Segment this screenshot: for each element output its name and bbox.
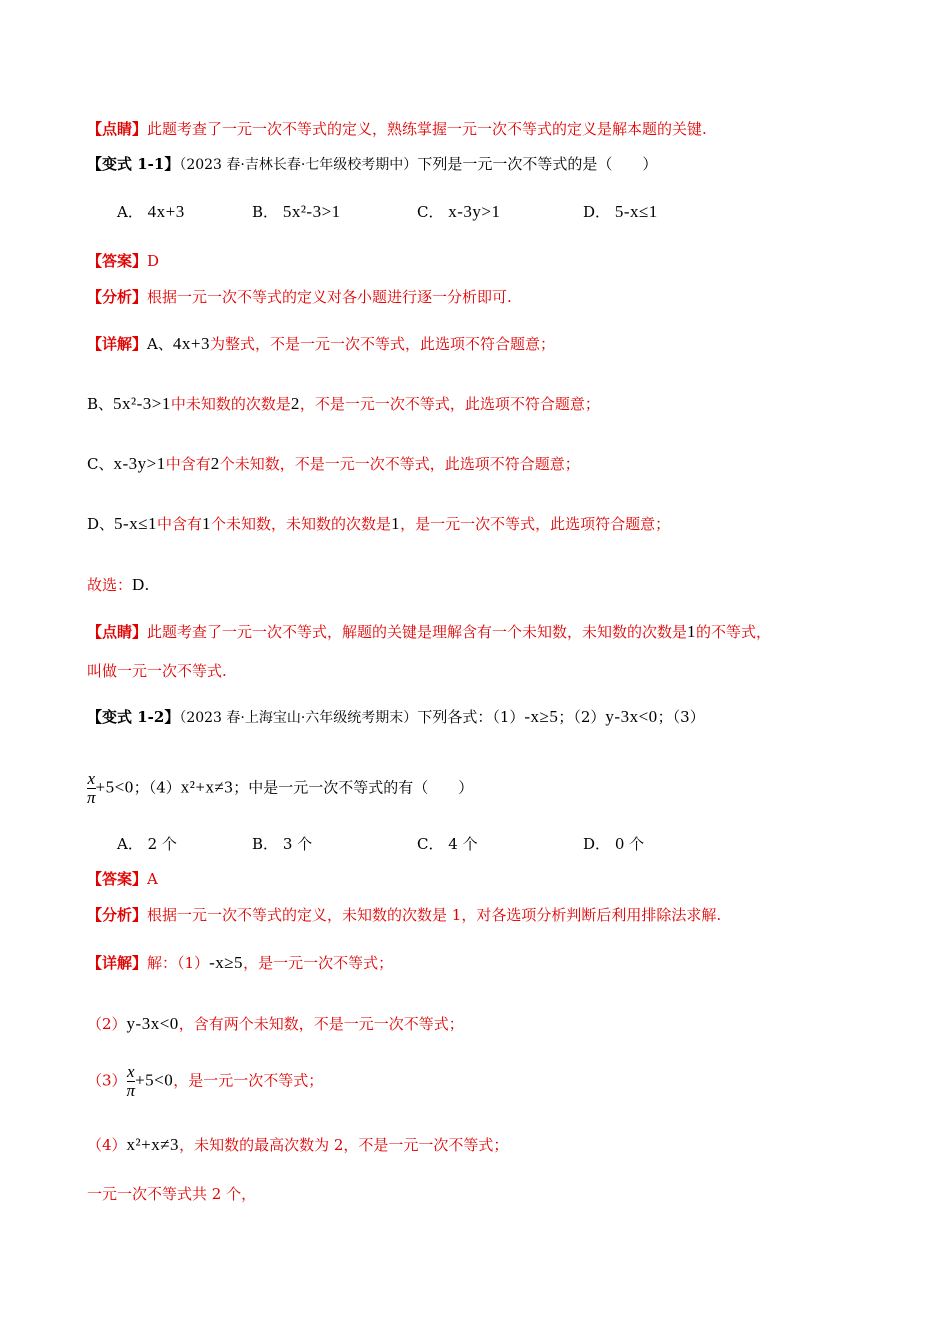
detail-1d — [87, 513, 670, 534]
variant-1-1-title — [87, 153, 657, 174]
detail-expr: 5x²-3>1 — [113, 394, 171, 413]
detail-expr: 4x+3 — [172, 334, 210, 353]
option-expr: 5-x≤1 — [614, 202, 658, 221]
detail-2b — [87, 1013, 464, 1034]
fraction-den: π — [87, 788, 96, 807]
detail-text: ，是一元一次不等式； — [173, 1071, 324, 1090]
detail-tag: 【详解】 — [87, 954, 148, 972]
option-c — [417, 201, 501, 222]
option-expr: 5x²-3>1 — [282, 202, 341, 221]
variant-1-2-line2 — [87, 770, 473, 807]
detail-lead: （3） — [87, 1071, 127, 1090]
variant-stem: 下列各式：（1） — [417, 708, 525, 726]
answer-1 — [87, 250, 159, 271]
note-text: 此题考查了一元一次不等式的定义，熟练掌握一元一次不等式的定义是解本题的关键. — [147, 120, 707, 138]
option-expr: 4x+3 — [147, 202, 185, 221]
variant-stem: ；（2） — [558, 708, 606, 726]
answer-tag: 【答案】 — [87, 870, 148, 888]
variant-source: （2023 春·上海宝山·六年级统考期末） — [179, 710, 418, 726]
detail-expr: 5-x≤1 — [114, 514, 158, 533]
answer-tag: 【答案】 — [87, 252, 148, 270]
detail-number: 1 — [391, 514, 401, 533]
option-c — [417, 833, 478, 854]
detail-text: ，是一元一次不等式； — [243, 954, 394, 972]
option-b — [252, 201, 341, 222]
option-d — [583, 201, 658, 222]
answer-value: A — [147, 870, 158, 888]
variant-tag: 【变式 1-2】 — [87, 708, 180, 726]
selection-value: D. — [132, 575, 150, 594]
variant-source: （2023 春·吉林长春·七年级校考期中） — [179, 157, 418, 173]
variant-stem: ；（4） — [133, 778, 181, 797]
note-text: 的不等式， — [696, 623, 772, 641]
detail-text: 中含有 — [157, 515, 203, 533]
detail-expr: x-3y>1 — [113, 454, 166, 473]
analysis-text: 根据一元一次不等式的定义，未知数的次数是 1，对各选项分析判断后利用排除法求解. — [147, 906, 722, 924]
analysis-text: 根据一元一次不等式的定义对各小题进行逐一分析即可. — [147, 288, 512, 306]
note-tag: 【点睛】 — [87, 623, 148, 641]
detail-2d — [87, 1134, 508, 1155]
variant-1-2-title — [87, 706, 705, 727]
selection-text: 故选： — [87, 576, 133, 594]
analysis-tag: 【分析】 — [87, 288, 148, 306]
analysis-2 — [87, 904, 721, 925]
detail-tag: 【详解】 — [87, 335, 148, 353]
option-b — [252, 833, 312, 854]
variant-expr: -x≥5 — [524, 707, 559, 726]
option-label: D． — [583, 835, 611, 853]
detail-1b — [87, 393, 600, 414]
note-line-1 — [87, 118, 707, 139]
option-a — [117, 833, 177, 854]
note-tag: 【点睛】 — [87, 120, 148, 138]
option-text: 4 个 — [448, 835, 478, 853]
detail-2c — [87, 1063, 323, 1100]
option-expr: x-3y>1 — [448, 202, 501, 221]
fraction — [127, 1063, 136, 1100]
detail-prefix: C、 — [87, 455, 114, 473]
note-line-2b — [87, 660, 227, 681]
fraction-den: π — [126, 1081, 136, 1100]
option-label: C． — [417, 835, 444, 853]
note-line-2 — [87, 621, 771, 642]
detail-text: ，不是一元一次不等式，此选项不符合题意； — [299, 395, 600, 413]
option-d — [583, 833, 644, 854]
total-text: 一元一次不等式共 2 个， — [87, 1185, 257, 1203]
detail-expr: x²+x≠3 — [126, 1135, 180, 1154]
detail-number: 1 — [202, 514, 212, 533]
fraction — [87, 770, 96, 807]
detail-text: 个未知数，不是一元一次不等式，此选项不符合题意； — [219, 455, 580, 473]
variant-expr: +5<0 — [95, 777, 134, 797]
fraction-num: x — [127, 1062, 135, 1081]
note-text: 叫做一元一次不等式. — [87, 662, 227, 680]
detail-text: 中含有 — [165, 455, 211, 473]
detail-lead: （4） — [87, 1136, 127, 1154]
variant-expr: y-3x<0 — [605, 707, 658, 726]
answer-value: D — [147, 252, 160, 270]
option-label: B． — [252, 203, 279, 221]
detail-prefix: B、 — [87, 395, 114, 413]
option-a — [117, 201, 185, 222]
detail-prefix: D、 — [87, 515, 115, 533]
selection-1 — [87, 574, 150, 595]
option-label: A． — [117, 203, 143, 221]
detail-number: 2 — [210, 454, 220, 473]
note-number: 1 — [687, 622, 697, 641]
variant-stem: ；（3） — [657, 708, 705, 726]
detail-expr: y-3x<0 — [126, 1014, 179, 1033]
variant-stem: ；中是一元一次不等式的有（ ） — [233, 778, 474, 797]
option-label: D． — [583, 203, 611, 221]
option-text: 3 个 — [282, 835, 313, 853]
detail-text: ，是一元一次不等式，此选项符合题意； — [400, 515, 671, 533]
detail-number: 2 — [290, 394, 300, 413]
option-text: 2 个 — [147, 835, 177, 853]
option-text: 0 个 — [614, 835, 645, 853]
note-text: 此题考查了一元一次不等式，解题的关键是理解含有一个未知数，未知数的次数是 — [147, 623, 688, 641]
detail-text: ，含有两个未知数，不是一元一次不等式； — [178, 1015, 464, 1033]
option-label: B． — [252, 835, 279, 853]
detail-lead: 解：（1） — [147, 954, 210, 972]
detail-expr: -x≥5 — [209, 953, 244, 972]
detail-text: 个未知数，未知数的次数是 — [211, 515, 392, 533]
answer-2 — [87, 868, 158, 889]
variant-tag: 【变式 1-1】 — [87, 155, 180, 173]
variant-stem: 下列是一元一次不等式的是（ ） — [417, 155, 658, 173]
option-label: A． — [117, 835, 143, 853]
total-line — [87, 1183, 256, 1204]
fraction-num: x — [87, 769, 96, 788]
detail-text: ，未知数的最高次数为 2，不是一元一次不等式； — [179, 1136, 509, 1154]
detail-1c — [87, 453, 580, 474]
detail-text: 中未知数的次数是 — [170, 395, 291, 413]
detail-2a — [87, 952, 393, 973]
detail-prefix: A、 — [147, 335, 173, 353]
detail-1a — [87, 333, 555, 354]
option-label: C． — [417, 203, 444, 221]
analysis-tag: 【分析】 — [87, 906, 148, 924]
detail-expr: +5<0 — [135, 1070, 174, 1090]
analysis-1 — [87, 286, 512, 307]
variant-expr: x²+x≠3 — [180, 777, 234, 797]
detail-text: 为整式，不是一元一次不等式，此选项不符合题意； — [209, 335, 555, 353]
detail-lead: （2） — [87, 1015, 127, 1033]
